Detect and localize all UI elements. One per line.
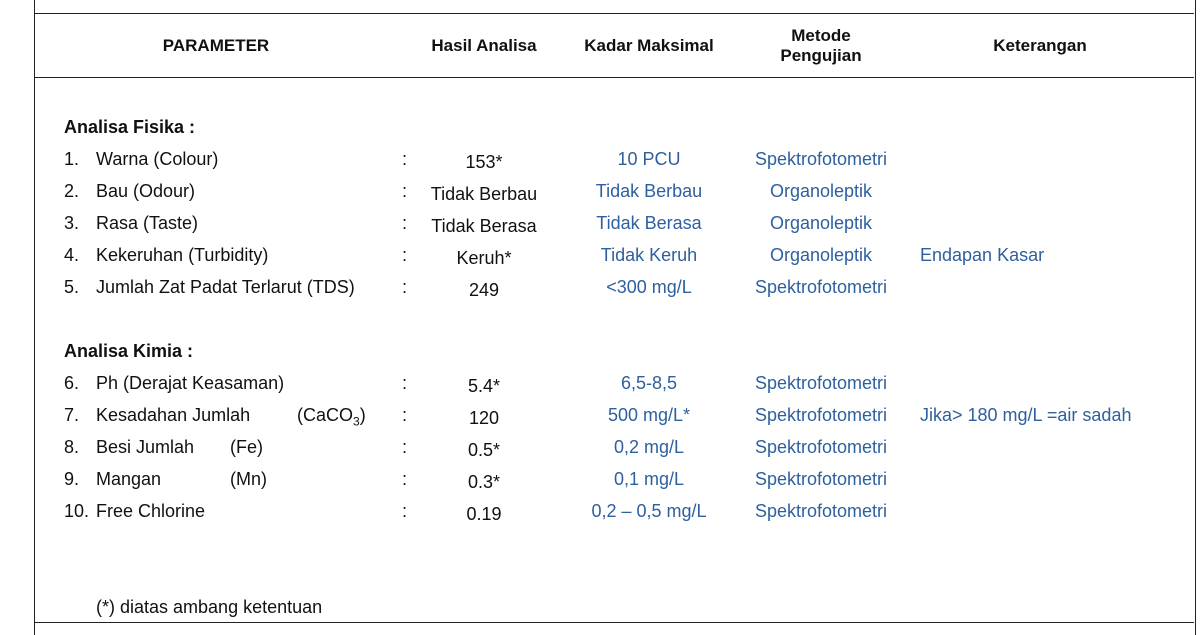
kadar-value: 0,2 mg/L xyxy=(613,437,685,457)
parameter-name: Rasa (Taste) xyxy=(96,213,199,233)
row-number: 9. xyxy=(64,469,80,489)
metode-value: Spektrofotometri xyxy=(754,469,888,489)
chemical-formula: (Fe) xyxy=(230,437,263,457)
parameter-name: Free Chlorine xyxy=(96,501,206,521)
colon: : xyxy=(402,469,408,489)
kadar-value: Tidak Berbau xyxy=(595,181,703,201)
header-metode-pengujian xyxy=(740,26,902,66)
hasil-value: Tidak Berasa xyxy=(431,216,537,236)
colon: : xyxy=(402,181,408,201)
row-number: 2. xyxy=(64,181,80,201)
colon: : xyxy=(402,213,408,233)
keterangan-value: Endapan Kasar xyxy=(920,245,1045,265)
hasil-value: 249 xyxy=(468,280,500,300)
kadar-value: 0,2 – 0,5 mg/L xyxy=(591,501,707,521)
colon: : xyxy=(402,373,408,393)
kadar-value: 6,5-8,5 xyxy=(620,373,678,393)
hasil-value: Tidak Berbau xyxy=(430,184,538,204)
hasil-value: Keruh* xyxy=(456,248,512,268)
hasil-value: 0.19 xyxy=(466,504,502,524)
metode-value: Spektrofotometri xyxy=(754,149,888,169)
keterangan-value: Jika> 180 mg/L =air sadah xyxy=(920,405,1132,425)
kadar-value: 0,1 mg/L xyxy=(613,469,685,489)
hasil-value: 0.3* xyxy=(467,472,501,492)
chemical-formula: (CaCO$_3$) xyxy=(297,405,366,429)
parameter-name: Warna (Colour) xyxy=(96,149,219,169)
hasil-value: 120 xyxy=(468,408,500,428)
section-analisa-kimia: Analisa Kimia : xyxy=(64,341,194,361)
colon: : xyxy=(402,437,408,457)
header-metode-line1: Metode xyxy=(791,26,851,45)
parameter-name: Jumlah Zat Padat Terlarut (TDS) xyxy=(96,277,355,297)
metode-value: Spektrofotometri xyxy=(754,501,888,521)
metode-value: Spektrofotometri xyxy=(754,277,888,297)
chemical-formula: (Mn) xyxy=(230,469,267,489)
parameter-name: Mangan xyxy=(96,469,162,489)
row-number: 4. xyxy=(64,245,80,265)
header-keterangan: Keterangan xyxy=(993,36,1087,55)
row-number: 3. xyxy=(64,213,80,233)
metode-value: Spektrofotometri xyxy=(754,437,888,457)
colon: : xyxy=(402,277,408,297)
row-number: 7. xyxy=(64,405,80,425)
header-metode-line2: Pengujian xyxy=(780,46,862,65)
metode-value: Spektrofotometri xyxy=(754,405,888,425)
metode-value: Organoleptik xyxy=(769,181,873,201)
kadar-value: Tidak Berasa xyxy=(596,213,702,233)
hasil-value: 153* xyxy=(465,152,503,172)
kadar-value: <300 mg/L xyxy=(606,277,692,297)
colon: : xyxy=(402,245,408,265)
metode-value: Spektrofotometri xyxy=(754,373,888,393)
row-number: 1. xyxy=(64,149,80,169)
row-number: 8. xyxy=(64,437,80,457)
colon: : xyxy=(402,149,408,169)
hasil-value: 5.4* xyxy=(467,376,501,396)
table-frame xyxy=(34,0,1196,635)
parameter-name: Kekeruhan (Turbidity) xyxy=(96,245,269,265)
table-bottom-border xyxy=(34,622,1194,623)
parameter-name: Besi Jumlah xyxy=(96,437,195,457)
metode-value: Organoleptik xyxy=(769,213,873,233)
header-kadar-maksimal: Kadar Maksimal xyxy=(584,36,714,55)
hasil-value: 0.5* xyxy=(467,440,501,460)
colon: : xyxy=(402,501,408,521)
kadar-value: Tidak Keruh xyxy=(600,245,698,265)
kadar-value: 500 mg/L* xyxy=(607,405,691,425)
parameter-name: Kesadahan Jumlah xyxy=(96,405,251,425)
header-parameter: PARAMETER xyxy=(162,36,270,55)
footnote: (*) diatas ambang ketentuan xyxy=(96,597,323,617)
metode-value: Organoleptik xyxy=(769,245,873,265)
row-number: 10. xyxy=(64,501,90,521)
parameter-name: Ph (Derajat Keasaman) xyxy=(96,373,285,393)
header-bottom-border xyxy=(34,77,1194,78)
table-top-border xyxy=(34,13,1194,14)
parameter-name: Bau (Odour) xyxy=(96,181,196,201)
row-number: 6. xyxy=(64,373,80,393)
colon: : xyxy=(402,405,408,425)
section-analisa-fisika: Analisa Fisika : xyxy=(64,117,196,137)
header-hasil-analisa: Hasil Analisa xyxy=(431,36,537,55)
row-number: 5. xyxy=(64,277,80,297)
kadar-value: 10 PCU xyxy=(617,149,681,169)
